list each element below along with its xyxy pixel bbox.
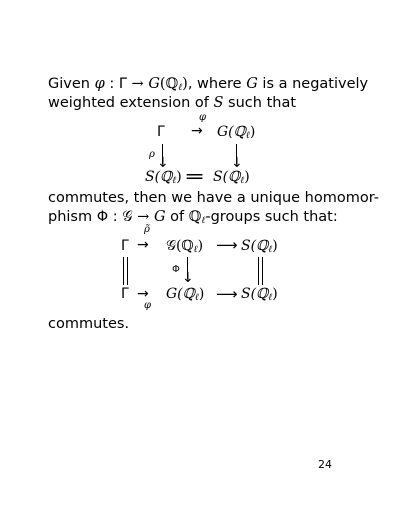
diagram1-phi-label: φ: [199, 112, 207, 123]
diagram2-phi-label: φ: [144, 300, 152, 311]
math-ell: ℓ: [178, 82, 183, 93]
diagram1-rho-label: ρ: [149, 149, 155, 160]
paragraph3-line1: commutes.: [48, 316, 130, 332]
diagram2-top-arrow-2: ⟶: [216, 236, 238, 254]
text-groups-such-that: -groups such that:: [205, 209, 338, 225]
diagram2-G-Q-bottom: G(ℚ$_\ell$): [166, 286, 205, 303]
math-calG: 𝒢: [122, 209, 133, 225]
paragraph2-line1: commutes, then we have a unique homomor-: [48, 190, 379, 206]
diagram1-S-Q-right: S(ℚ$_\ell$): [213, 169, 250, 186]
math-G: G: [148, 76, 160, 92]
diagram1-top-arrow: →: [191, 123, 203, 139]
math-Q: (ℚ: [159, 76, 179, 92]
math-Q-2: ℚ: [188, 209, 202, 225]
diagram1-right-down-arrow: ↓: [231, 155, 243, 171]
diagram1-left-down-arrow: ↓: [157, 155, 169, 171]
math-G-2: G: [246, 76, 258, 92]
text-colon-2: :: [108, 209, 123, 225]
diagram2-rho-tilde-label: ρ̃: [144, 224, 150, 235]
diagram2-right-double-line: [258, 257, 263, 285]
math-gamma: Γ: [118, 76, 127, 92]
diagram2-bottom-arrow-1: →: [137, 286, 149, 302]
math-S: S: [213, 95, 224, 111]
diagram2-gamma-top: Γ: [121, 238, 129, 254]
text-such-that: such that: [223, 95, 297, 111]
diagram2-Phi-label: Φ: [172, 264, 180, 275]
text-given: Given: [48, 76, 90, 92]
text-weighted-extension: weighted extension of: [48, 95, 214, 111]
text-phism: phism: [48, 209, 97, 225]
diagram1-G-Q: G(ℚ$_\ell$): [217, 124, 256, 141]
page-number: 24: [318, 458, 332, 471]
math-Phi: Φ: [96, 209, 109, 225]
math-arrow-2: →: [132, 209, 154, 225]
text-colon: :: [104, 76, 119, 92]
math-ell-2: ℓ: [201, 215, 206, 226]
diagram1-equals: =: [183, 166, 206, 187]
diagram1-gamma: Γ: [157, 124, 165, 140]
diagram2-calG-Q: 𝒢(ℚ$_\ell$): [166, 238, 204, 255]
diagram1-S-Q-left: S(ℚ$_\ell$): [145, 169, 182, 186]
diagram2-left-double-line: [123, 257, 128, 285]
paragraph2-line2: [48, 207, 338, 231]
paragraph1-line2: [48, 93, 296, 113]
diagram2-middle-down-arrow: ↓: [182, 270, 194, 286]
math-close: ): [182, 76, 188, 92]
diagram2-S-Q-top: S(ℚ$_\ell$): [241, 238, 278, 255]
diagram2-S-Q-bottom: S(ℚ$_\ell$): [241, 286, 278, 303]
diagram2-gamma-bottom: Γ: [121, 286, 129, 302]
text-of: of: [165, 209, 189, 225]
math-arrow: →: [126, 76, 149, 92]
math-phi: φ: [94, 76, 105, 92]
diagram2-top-arrow-1: →: [137, 237, 149, 253]
diagram2-bottom-arrow-2: ⟶: [216, 285, 238, 303]
text-negatively: is a negatively: [257, 76, 369, 92]
text-where: , where: [187, 76, 247, 92]
math-G-3: G: [153, 209, 166, 225]
